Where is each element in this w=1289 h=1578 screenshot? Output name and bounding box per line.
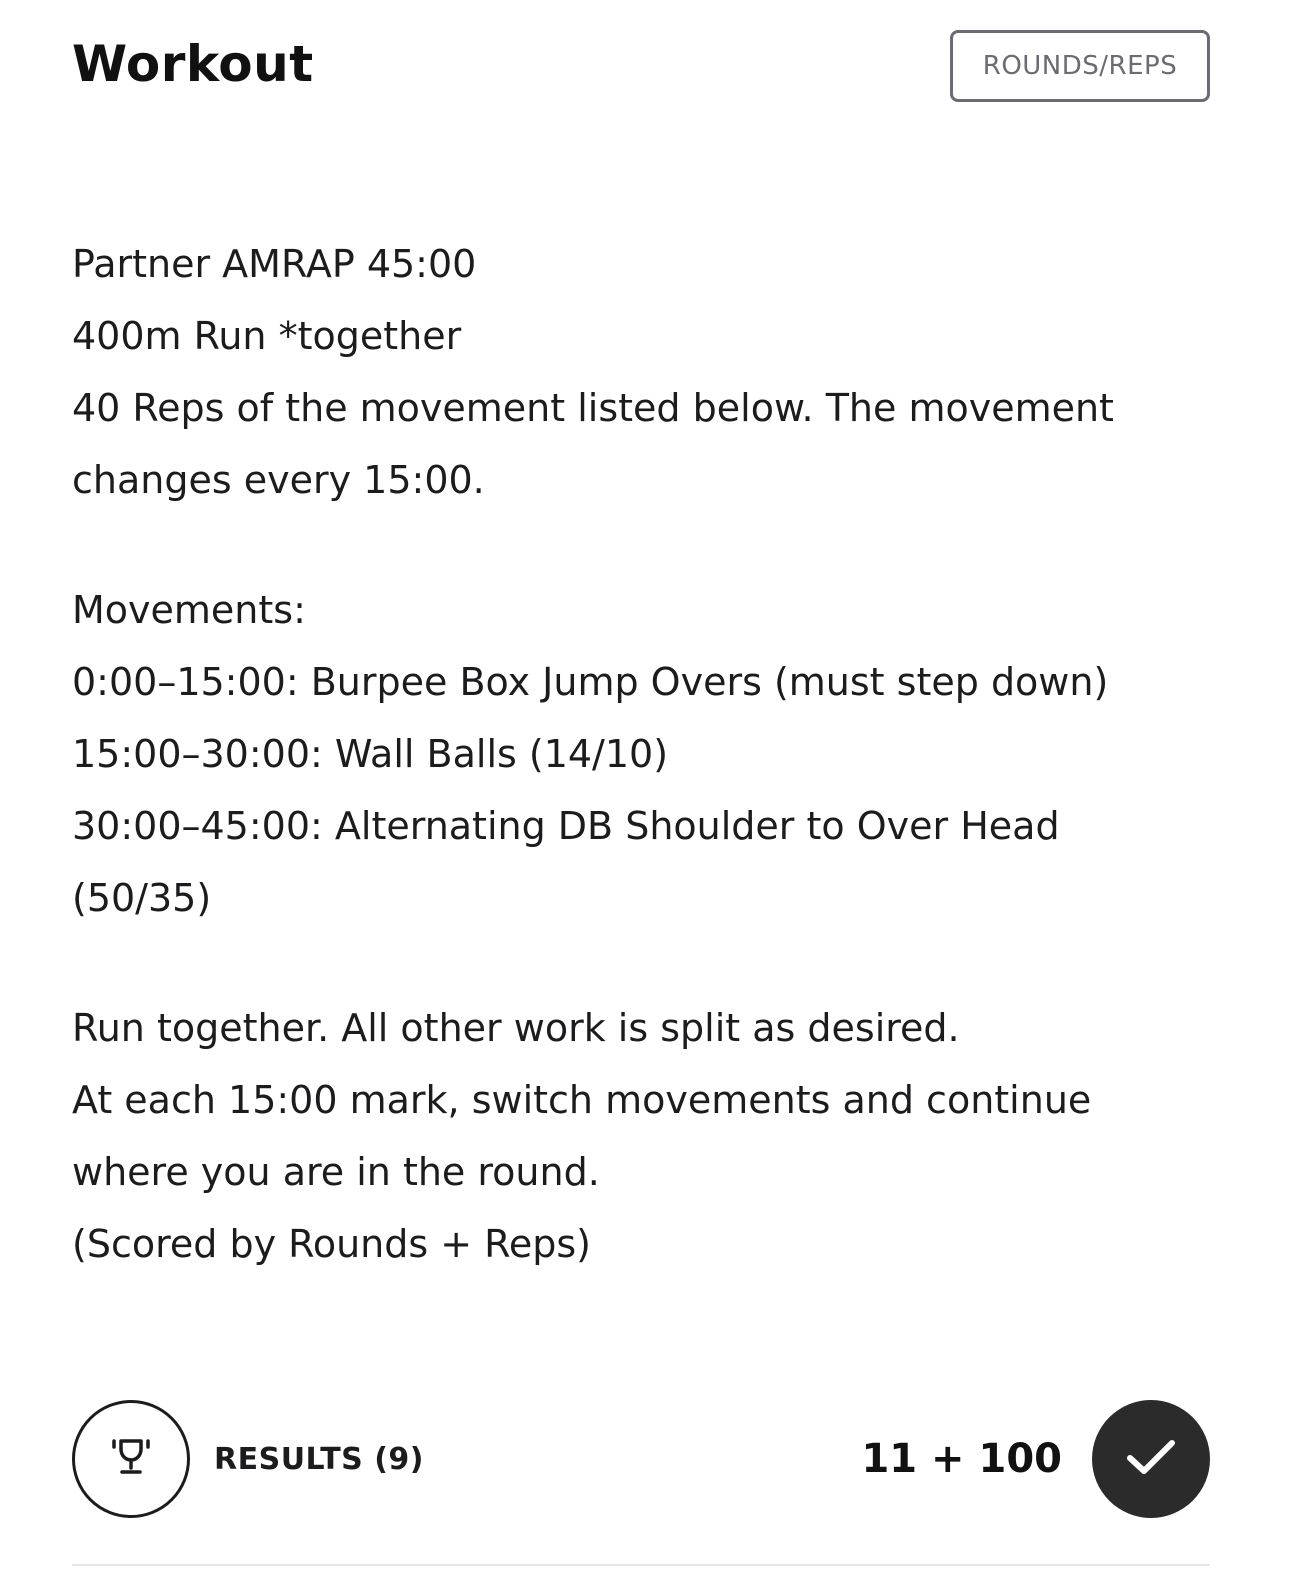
checkmark-icon — [1124, 1436, 1178, 1482]
workout-header — [72, 30, 1210, 106]
movement-item: 15:00–30:00: Wall Balls (14/10) — [72, 732, 669, 776]
log-score-button[interactable] — [1092, 1400, 1210, 1518]
bottom-divider — [72, 1564, 1210, 1566]
scoring-note: (Scored by Rounds + Reps) — [72, 1222, 591, 1266]
page-title: Workout — [72, 35, 314, 93]
description-line: 40 Reps of the movement listed below. The movement changes every 15:00. — [72, 386, 1114, 502]
workout-footer — [72, 1400, 1210, 1518]
trophy-icon — [109, 1437, 153, 1481]
movements-heading: Movements: — [72, 588, 306, 632]
description-line: At each 15:00 mark, switch movements and continue where you are in the round. — [72, 1078, 1092, 1194]
results-count-label[interactable]: RESULTS (9) — [214, 1441, 425, 1477]
my-score-value: 11 + 100 — [861, 1436, 1062, 1482]
movement-item: 30:00–45:00: Alternating DB Shoulder to Over Head (50/35) — [72, 804, 1060, 920]
description-line: Partner AMRAP 45:00 — [72, 242, 477, 286]
results-button[interactable] — [72, 1400, 190, 1518]
movement-item: 0:00–15:00: Burpee Box Jump Overs (must step down) — [72, 660, 1109, 704]
description-line: 400m Run *together — [72, 314, 462, 358]
description-line: Run together. All other work is split as desired. — [72, 1006, 960, 1050]
score-type-badge[interactable]: ROUNDS/REPS — [950, 30, 1210, 102]
workout-description — [72, 228, 1210, 1280]
